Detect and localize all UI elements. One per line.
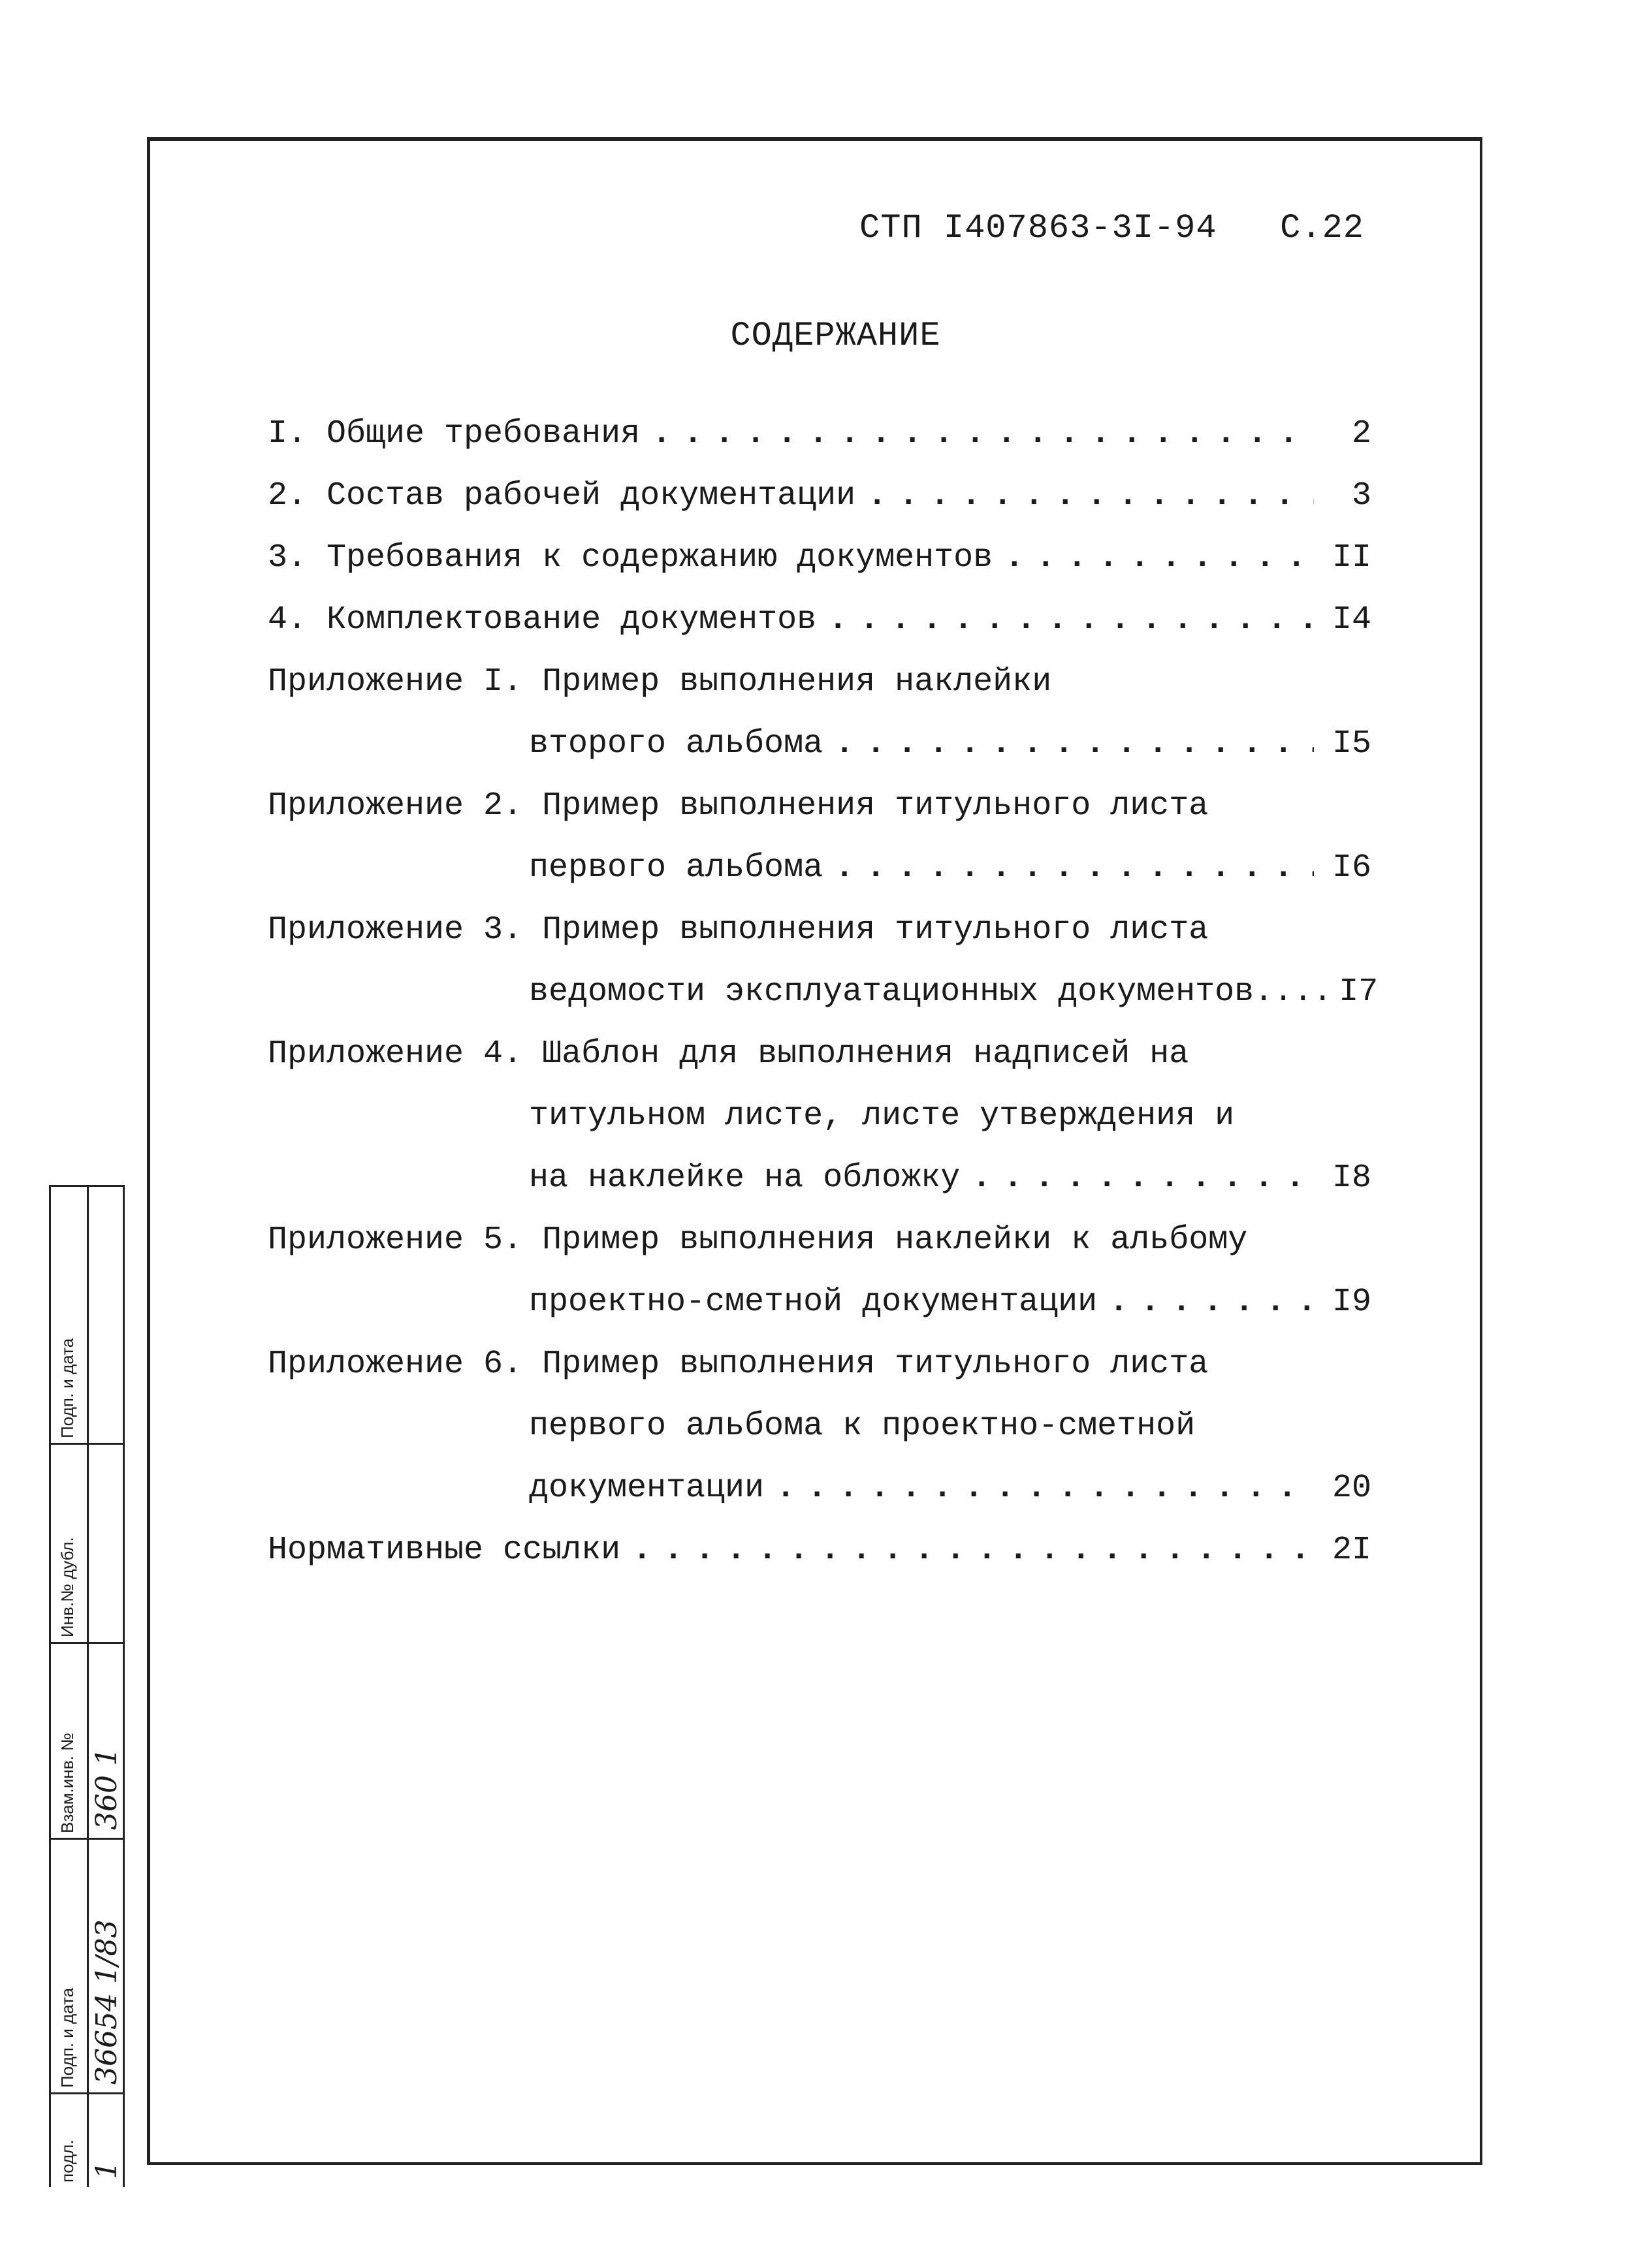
toc-entry-label: Приложение 5. Пример выполнения наклейки к альбому — [268, 1221, 1248, 1259]
toc-entry — [529, 1094, 1371, 1139]
toc-entry — [268, 1032, 1371, 1077]
stamp-label: Подп. и дата — [57, 1338, 77, 1438]
toc-entry — [529, 1156, 1371, 1201]
toc-entry-label: на наклейке на обложку — [529, 1159, 961, 1197]
toc-entry-label: Приложение 2. Пример выполнения титульного листа — [268, 787, 1209, 825]
toc-entry — [268, 783, 1371, 829]
toc-entry-page: I5 — [1332, 725, 1371, 763]
toc-entry — [529, 969, 1379, 1015]
toc-entry-label: ведомости эксплуатационных документов.... — [529, 973, 1333, 1011]
toc-entry-label: 3. Требования к содержанию документов — [268, 539, 993, 576]
toc-entry-page: 2I — [1332, 1532, 1371, 1569]
stamp-cell — [51, 1642, 123, 1838]
stamp-label: подл. — [57, 2139, 77, 2182]
toc-entry-label: документации — [529, 1470, 765, 1507]
toc-entry — [529, 1280, 1371, 1325]
toc-entry-page: I7 — [1339, 973, 1379, 1011]
toc-entry-label: Приложение I. Пример выполнения наклейки — [268, 663, 1052, 701]
toc-entry-page: 2 — [1351, 415, 1371, 452]
stamp-handwritten-note: 36654 1/83 — [90, 1919, 123, 2085]
toc-entry-page: I4 — [1332, 601, 1371, 638]
toc-leader-dots — [835, 721, 1314, 767]
stamp-label: Подп. и дата — [57, 1987, 77, 2088]
toc-leader-dots — [828, 597, 1314, 643]
toc-entry — [268, 597, 1371, 643]
toc-entry-label: первого альбома — [529, 849, 823, 887]
toc-entry-page: 3 — [1351, 477, 1371, 514]
toc-leader-dots — [867, 473, 1314, 519]
toc-leader-dots — [776, 1466, 1314, 1511]
toc-entry-label: второго альбома — [529, 725, 823, 763]
toc-entry — [268, 1218, 1371, 1263]
toc-entry — [268, 1342, 1371, 1387]
toc-entry-label: I. Общие требования — [268, 415, 641, 452]
toc-leader-dots — [1109, 1280, 1314, 1325]
toc-entry-label: проектно-сметной документации — [529, 1284, 1098, 1321]
toc-leader-dots — [1004, 535, 1314, 581]
stamp-handwritten-note: 1 — [90, 2161, 123, 2179]
document-code: СТП I407863-3I-94 — [859, 209, 1217, 247]
side-stamp — [49, 1185, 125, 2187]
toc-entry — [268, 659, 1371, 705]
toc-leader-dots — [652, 411, 1314, 457]
toc-entry-page: I9 — [1332, 1284, 1371, 1321]
toc-entry — [268, 1528, 1371, 1573]
toc-entry — [268, 535, 1371, 581]
toc-leader-dots — [972, 1156, 1314, 1201]
toc-entry-label: Приложение 4. Шаблон для выполнения надписей на — [268, 1035, 1189, 1073]
toc-entry-label: титульном листе, листе утверждения и — [529, 1097, 1235, 1135]
stamp-cell — [51, 1185, 123, 1443]
page-title: СОДЕРЖАНИЕ — [730, 317, 941, 355]
toc-entry-page: I8 — [1332, 1159, 1371, 1197]
toc-entry-label: первого альбома к проектно-сметной — [529, 1408, 1196, 1445]
toc-entry-page: II — [1332, 539, 1371, 576]
stamp-label: Взам.инв. № — [57, 1733, 77, 1833]
toc-entry — [268, 411, 1371, 457]
toc-entry — [529, 1404, 1371, 1449]
toc-entry-label: Нормативные ссылки — [268, 1532, 621, 1569]
toc-entry-label: 2. Состав рабочей документации — [268, 477, 856, 514]
toc-entry — [529, 845, 1371, 891]
toc-leader-dots — [835, 845, 1314, 891]
toc-entry-page: I6 — [1332, 849, 1371, 887]
toc-entry-label: Приложение 3. Пример выполнения титульного листа — [268, 911, 1209, 949]
toc-entry — [268, 473, 1371, 519]
stamp-cell — [51, 2092, 123, 2187]
stamp-cell — [51, 1838, 123, 2092]
stamp-handwritten-note: 360 1 — [90, 1748, 123, 1830]
page-number: С.22 — [1280, 209, 1364, 247]
toc-entry-page: 20 — [1332, 1470, 1371, 1507]
toc-leader-dots — [632, 1528, 1314, 1573]
toc-entry-label: 4. Комплектование документов — [268, 601, 817, 638]
toc-entry — [529, 721, 1371, 767]
toc-entry — [268, 907, 1371, 953]
toc-entry-label: Приложение 6. Пример выполнения титульного листа — [268, 1346, 1209, 1383]
document-header — [859, 209, 1364, 247]
toc-entry — [529, 1466, 1371, 1511]
stamp-cell — [51, 1443, 123, 1642]
stamp-label: Инв.№ дубл. — [57, 1537, 77, 1637]
